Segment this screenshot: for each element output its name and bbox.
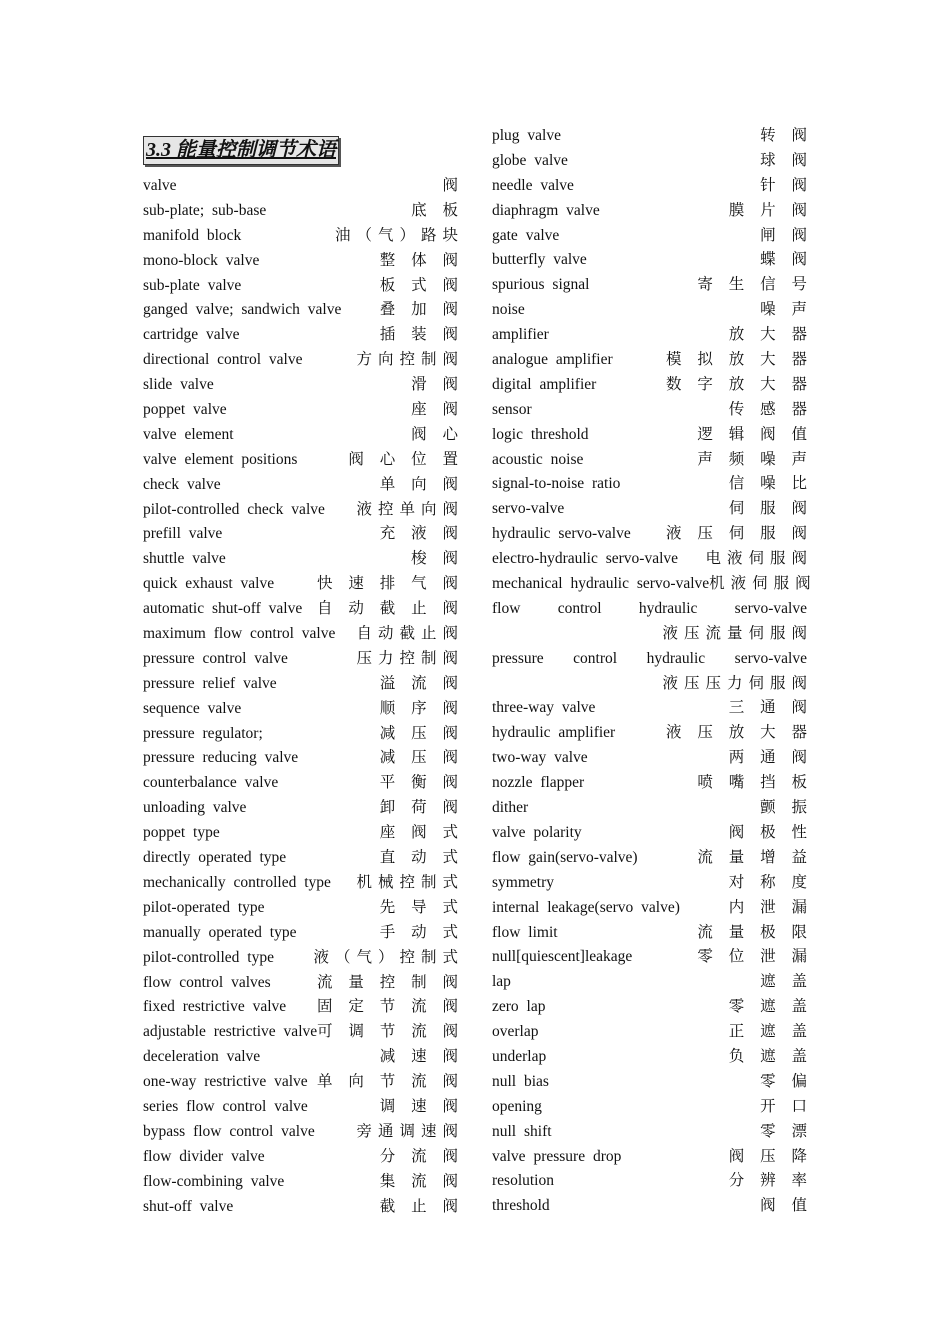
term-english: hydraulic servo-valve <box>492 525 631 543</box>
term-chinese: 手 动 式 <box>379 923 464 941</box>
term-chinese: 膜 片 阀 <box>728 201 813 219</box>
term-english: flow control hydraulic servo-valve <box>492 599 807 617</box>
term-english: flow limit <box>492 923 558 941</box>
glossary-entry <box>143 946 464 971</box>
term-english: shut-off valve <box>143 1197 234 1215</box>
glossary-entry <box>143 298 464 323</box>
glossary-entry <box>143 498 464 523</box>
term-english: null[quiescent]leakage <box>492 948 633 966</box>
term-english: lap <box>492 973 511 991</box>
term-chinese: 闸 阀 <box>760 226 813 244</box>
term-chinese: 流 量 增 益 <box>697 848 813 866</box>
term-chinese: 座 阀 式 <box>379 824 464 842</box>
term-english: pressure control valve <box>143 649 288 667</box>
term-english: valve element <box>143 425 234 443</box>
term-english: sensor <box>492 400 532 418</box>
term-chinese: 减 压 阀 <box>379 724 464 742</box>
glossary-entry <box>492 622 813 647</box>
glossary-entry <box>492 945 813 970</box>
term-english: overlap <box>492 1023 539 1041</box>
term-english: sub-plate; sub-base <box>143 201 267 219</box>
term-english: spurious signal <box>492 276 590 294</box>
term-english: internal leakage(servo valve) <box>492 898 680 916</box>
glossary-entry <box>143 771 464 796</box>
term-chinese: 零 偏 <box>760 1072 813 1090</box>
glossary-entry <box>492 647 807 672</box>
glossary-entry <box>492 921 813 946</box>
term-english: shuttle valve <box>143 550 226 568</box>
term-english: opening <box>492 1097 542 1115</box>
term-english: pilot-controlled check valve <box>143 500 325 518</box>
term-chinese: 阀 值 <box>760 1197 813 1215</box>
term-english: noise <box>492 301 525 319</box>
glossary-entry <box>143 597 464 622</box>
glossary-entry <box>143 971 464 996</box>
term-english: directly operated type <box>143 849 287 867</box>
glossary-entry <box>492 1045 813 1070</box>
term-english: null bias <box>492 1072 549 1090</box>
term-chinese: 溢 流 阀 <box>379 674 464 692</box>
glossary-entry <box>492 472 813 497</box>
section-title: 3.3 能量控制调节术语 <box>143 136 339 165</box>
glossary-entry <box>492 448 813 473</box>
term-chinese: 固 定 节 流 阀 <box>316 998 464 1016</box>
term-chinese: 内 泄 漏 <box>728 898 813 916</box>
term-chinese: 电液伺服阀 <box>705 550 813 568</box>
term-chinese: 针 阀 <box>760 176 813 194</box>
glossary-entry <box>492 199 813 224</box>
term-english: butterfly valve <box>492 251 587 269</box>
term-english: flow divider valve <box>143 1147 265 1165</box>
glossary-entry <box>492 224 813 249</box>
term-chinese: 阀 极 性 <box>728 823 813 841</box>
term-english: slide valve <box>143 376 214 394</box>
term-chinese: 方向控制阀 <box>356 351 464 369</box>
term-chinese: 分 辨 率 <box>728 1172 813 1190</box>
term-chinese: 开 口 <box>760 1097 813 1115</box>
term-chinese: 遮 盖 <box>760 973 813 991</box>
glossary-entry <box>492 871 813 896</box>
glossary-entry <box>492 796 813 821</box>
glossary-entry <box>143 274 464 299</box>
glossary-entry <box>143 199 464 224</box>
term-chinese: 减 速 阀 <box>379 1048 464 1066</box>
term-english: digital amplifier <box>492 375 597 393</box>
term-english: pressure regulator; <box>143 724 263 742</box>
term-chinese: 油（气）路块 <box>334 226 464 244</box>
glossary-entry <box>143 697 464 722</box>
term-chinese: 放 大 器 <box>728 326 813 344</box>
glossary-entry <box>492 149 813 174</box>
glossary-entry <box>143 821 464 846</box>
term-english: sequence valve <box>143 699 242 717</box>
term-english: two-way valve <box>492 749 588 767</box>
term-english: signal-to-noise ratio <box>492 475 621 493</box>
term-chinese: 整 体 阀 <box>379 251 464 269</box>
term-chinese: 充 液 阀 <box>379 525 464 543</box>
term-chinese: 液 压 伺 服 阀 <box>665 525 813 543</box>
term-english: pressure control hydraulic servo-valve <box>492 649 807 667</box>
term-chinese: 压力控制阀 <box>356 649 464 667</box>
glossary-entry <box>492 995 813 1020</box>
term-chinese: 底 板 <box>411 201 464 219</box>
term-english: pilot-controlled type <box>143 948 274 966</box>
term-chinese: 截 止 阀 <box>379 1197 464 1215</box>
term-chinese: 座 阀 <box>411 401 464 419</box>
term-chinese: 叠 加 阀 <box>379 301 464 319</box>
term-chinese: 旁通调速阀 <box>356 1122 464 1140</box>
glossary-entry <box>492 672 813 697</box>
term-english: poppet valve <box>143 401 227 419</box>
term-chinese: 卸 荷 阀 <box>379 799 464 817</box>
glossary-entry <box>492 1095 813 1120</box>
term-chinese: 模 拟 放 大 器 <box>665 351 813 369</box>
term-chinese: 正 遮 盖 <box>728 1023 813 1041</box>
term-chinese: 蝶 阀 <box>760 251 813 269</box>
term-english: analogue amplifier <box>492 351 613 369</box>
glossary-entry <box>492 771 813 796</box>
term-chinese: 逻 辑 阀 值 <box>697 425 813 443</box>
term-chinese: 分 流 阀 <box>379 1147 464 1165</box>
glossary-entry <box>143 473 464 498</box>
glossary-entry <box>143 547 464 572</box>
term-english: three-way valve <box>492 699 596 717</box>
term-chinese: 三 通 阀 <box>728 699 813 717</box>
term-chinese: 伺 服 阀 <box>728 500 813 518</box>
term-chinese: 单 向 节 流 阀 <box>316 1073 464 1091</box>
term-english: counterbalance valve <box>143 774 279 792</box>
term-english: nozzle flapper <box>492 774 585 792</box>
term-english: valve element positions <box>143 450 298 468</box>
glossary-entry <box>143 1170 464 1195</box>
term-english: needle valve <box>492 176 574 194</box>
term-english: globe valve <box>492 151 568 169</box>
glossary-entry <box>143 896 464 921</box>
term-english: zero lap <box>492 998 546 1016</box>
glossary-entry <box>492 572 817 597</box>
glossary-entry <box>143 224 464 249</box>
glossary-entry <box>143 672 464 697</box>
term-chinese: 先 导 式 <box>379 898 464 916</box>
term-english: one-way restrictive valve <box>143 1073 308 1091</box>
glossary-entry <box>492 1169 813 1194</box>
term-chinese: 平 衡 阀 <box>379 774 464 792</box>
term-english: dither <box>492 799 529 817</box>
term-english: bypass flow control valve <box>143 1122 315 1140</box>
term-english: hydraulic amplifier <box>492 724 616 742</box>
term-chinese: 数 字 放 大 器 <box>665 375 813 393</box>
glossary-entry <box>492 821 813 846</box>
term-english: manifold block <box>143 226 242 244</box>
term-chinese: 负 遮 盖 <box>728 1047 813 1065</box>
term-chinese: 液压流量伺服阀 <box>662 624 813 642</box>
term-chinese: 液压压力伺服阀 <box>662 674 813 692</box>
glossary-entry <box>143 1120 464 1145</box>
glossary-entry <box>492 1194 813 1219</box>
glossary-entry <box>143 1020 465 1045</box>
term-chinese: 噪 声 <box>760 301 813 319</box>
term-chinese: 喷 嘴 挡 板 <box>697 774 813 792</box>
term-chinese: 零 位 泄 漏 <box>697 948 813 966</box>
term-chinese: 自 动 截 止 阀 <box>316 600 464 618</box>
term-chinese: 零 漂 <box>760 1122 813 1140</box>
glossary-entry <box>492 1145 813 1170</box>
glossary-left-column <box>143 174 465 1219</box>
term-english: resolution <box>492 1172 554 1190</box>
glossary-entry <box>492 597 807 622</box>
term-english: valve polarity <box>492 823 582 841</box>
glossary-entry <box>143 722 464 747</box>
term-english: unloading valve <box>143 799 247 817</box>
term-english: poppet type <box>143 824 220 842</box>
term-english: pilot-operated type <box>143 898 265 916</box>
glossary-entry <box>492 846 813 871</box>
glossary-entry <box>492 1120 813 1145</box>
glossary-entry <box>492 323 813 348</box>
glossary-entry <box>143 249 464 274</box>
term-english: mechanically controlled type <box>143 873 331 891</box>
term-english: quick exhaust valve <box>143 575 275 593</box>
glossary-entry <box>492 696 813 721</box>
term-english: prefill valve <box>143 525 223 543</box>
term-english: sub-plate valve <box>143 276 242 294</box>
glossary-entry <box>143 423 464 448</box>
term-english: amplifier <box>492 326 549 344</box>
term-chinese: 阀 心 <box>411 425 464 443</box>
glossary-right-column <box>492 124 817 1219</box>
term-english: fixed restrictive valve <box>143 998 287 1016</box>
term-chinese: 减 压 阀 <box>379 749 464 767</box>
term-english: ganged valve; sandwich valve <box>143 301 342 319</box>
term-chinese: 可 调 节 流 阀 <box>317 1023 465 1041</box>
term-chinese: 调 速 阀 <box>379 1097 464 1115</box>
term-english: electro-hydraulic servo-valve <box>492 550 679 568</box>
term-english: check valve <box>143 475 221 493</box>
glossary-entry <box>143 448 464 473</box>
term-english: servo-valve <box>492 500 565 518</box>
term-english: adjustable restrictive valve <box>143 1023 318 1041</box>
term-chinese: 零 遮 盖 <box>728 998 813 1016</box>
term-chinese: 插 装 阀 <box>379 326 464 344</box>
term-english: valve pressure drop <box>492 1147 622 1165</box>
glossary-entry <box>143 323 464 348</box>
glossary-entry <box>492 746 813 771</box>
glossary-entry <box>143 647 464 672</box>
term-english: pressure reducing valve <box>143 749 299 767</box>
glossary-entry <box>492 348 813 373</box>
glossary-entry <box>492 124 813 149</box>
glossary-entry <box>492 248 813 273</box>
glossary-entry <box>492 373 813 398</box>
term-chinese: 传 感 器 <box>728 400 813 418</box>
glossary-entry <box>143 522 464 547</box>
glossary-entry <box>492 1070 813 1095</box>
glossary-entry <box>143 1095 464 1120</box>
term-english: symmetry <box>492 873 554 891</box>
term-chinese: 阀 压 降 <box>728 1147 813 1165</box>
term-chinese: 对 称 度 <box>728 873 813 891</box>
glossary-entry <box>143 348 464 373</box>
term-chinese: 自动截止阀 <box>356 625 464 643</box>
glossary-entry <box>492 721 813 746</box>
term-english: null shift <box>492 1122 552 1140</box>
glossary-entry <box>143 1195 464 1220</box>
glossary-entry <box>143 796 464 821</box>
term-english: logic threshold <box>492 425 589 443</box>
glossary-entry <box>143 871 464 896</box>
term-chinese: 流 量 控 制 阀 <box>316 973 464 991</box>
glossary-entry <box>492 398 813 423</box>
term-chinese: 机液伺服阀 <box>709 575 817 593</box>
glossary-entry <box>143 746 464 771</box>
term-english: directional control valve <box>143 351 303 369</box>
term-chinese: 声 频 噪 声 <box>697 450 813 468</box>
term-english: series flow control valve <box>143 1097 308 1115</box>
term-chinese: 转 阀 <box>760 127 813 144</box>
term-chinese: 球 阀 <box>760 151 813 169</box>
term-english: diaphragm valve <box>492 201 600 219</box>
glossary-entry <box>492 273 813 298</box>
glossary-entry <box>143 1145 464 1170</box>
glossary-entry <box>492 497 813 522</box>
term-chinese: 信 噪 比 <box>728 475 813 493</box>
term-english: plug valve <box>492 127 561 144</box>
term-english: cartridge valve <box>143 326 240 344</box>
term-english: maximum flow control valve <box>143 625 336 643</box>
glossary-entry <box>143 398 464 423</box>
term-chinese: 集 流 阀 <box>379 1172 464 1190</box>
glossary-entry <box>492 423 813 448</box>
glossary-entry <box>143 921 464 946</box>
term-english: underlap <box>492 1047 547 1065</box>
term-chinese: 滑 阀 <box>411 376 464 394</box>
term-english: pressure relief valve <box>143 674 277 692</box>
term-english: deceleration valve <box>143 1048 261 1066</box>
glossary-entry <box>143 995 464 1020</box>
glossary-entry <box>143 846 464 871</box>
glossary-entry <box>143 373 464 398</box>
term-chinese: 寄 生 信 号 <box>697 276 813 294</box>
term-english: valve <box>143 177 177 194</box>
term-chinese: 板 式 阀 <box>379 276 464 294</box>
term-chinese: 液（气）控制式 <box>313 948 464 966</box>
term-english: mechanical hydraulic servo-valve <box>492 575 710 593</box>
term-english: acoustic noise <box>492 450 584 468</box>
glossary-entry <box>492 547 813 572</box>
glossary-entry <box>492 970 813 995</box>
term-english: flow control valves <box>143 973 271 991</box>
term-chinese: 液控单向阀 <box>356 500 464 518</box>
term-chinese: 单 向 阀 <box>379 475 464 493</box>
glossary-entry <box>143 1070 464 1095</box>
term-english: automatic shut-off valve <box>143 600 303 618</box>
term-chinese: 直 动 式 <box>379 849 464 867</box>
term-chinese: 液 压 放 大 器 <box>665 724 813 742</box>
glossary-entry <box>143 174 464 199</box>
term-chinese: 颤 振 <box>760 799 813 817</box>
term-english: flow gain(servo-valve) <box>492 848 638 866</box>
term-chinese: 阀 <box>442 177 464 194</box>
glossary-entry <box>143 572 464 597</box>
glossary-entry <box>492 896 813 921</box>
term-chinese: 机械控制式 <box>356 873 464 891</box>
term-chinese: 阀 心 位 置 <box>348 450 464 468</box>
glossary-entry <box>143 1045 464 1070</box>
term-english: flow-combining valve <box>143 1172 285 1190</box>
term-chinese: 两 通 阀 <box>728 749 813 767</box>
term-chinese: 快 速 排 气 阀 <box>316 575 464 593</box>
term-english: gate valve <box>492 226 560 244</box>
glossary-entry <box>492 1020 813 1045</box>
term-chinese: 顺 序 阀 <box>379 699 464 717</box>
glossary-entry <box>492 522 813 547</box>
term-english: threshold <box>492 1197 550 1215</box>
glossary-entry <box>492 298 813 323</box>
glossary-entry <box>492 174 813 199</box>
term-english: manually operated type <box>143 923 297 941</box>
term-chinese: 梭 阀 <box>411 550 464 568</box>
glossary-entry <box>143 622 464 647</box>
term-english: mono-block valve <box>143 251 260 269</box>
term-chinese: 流 量 极 限 <box>697 923 813 941</box>
